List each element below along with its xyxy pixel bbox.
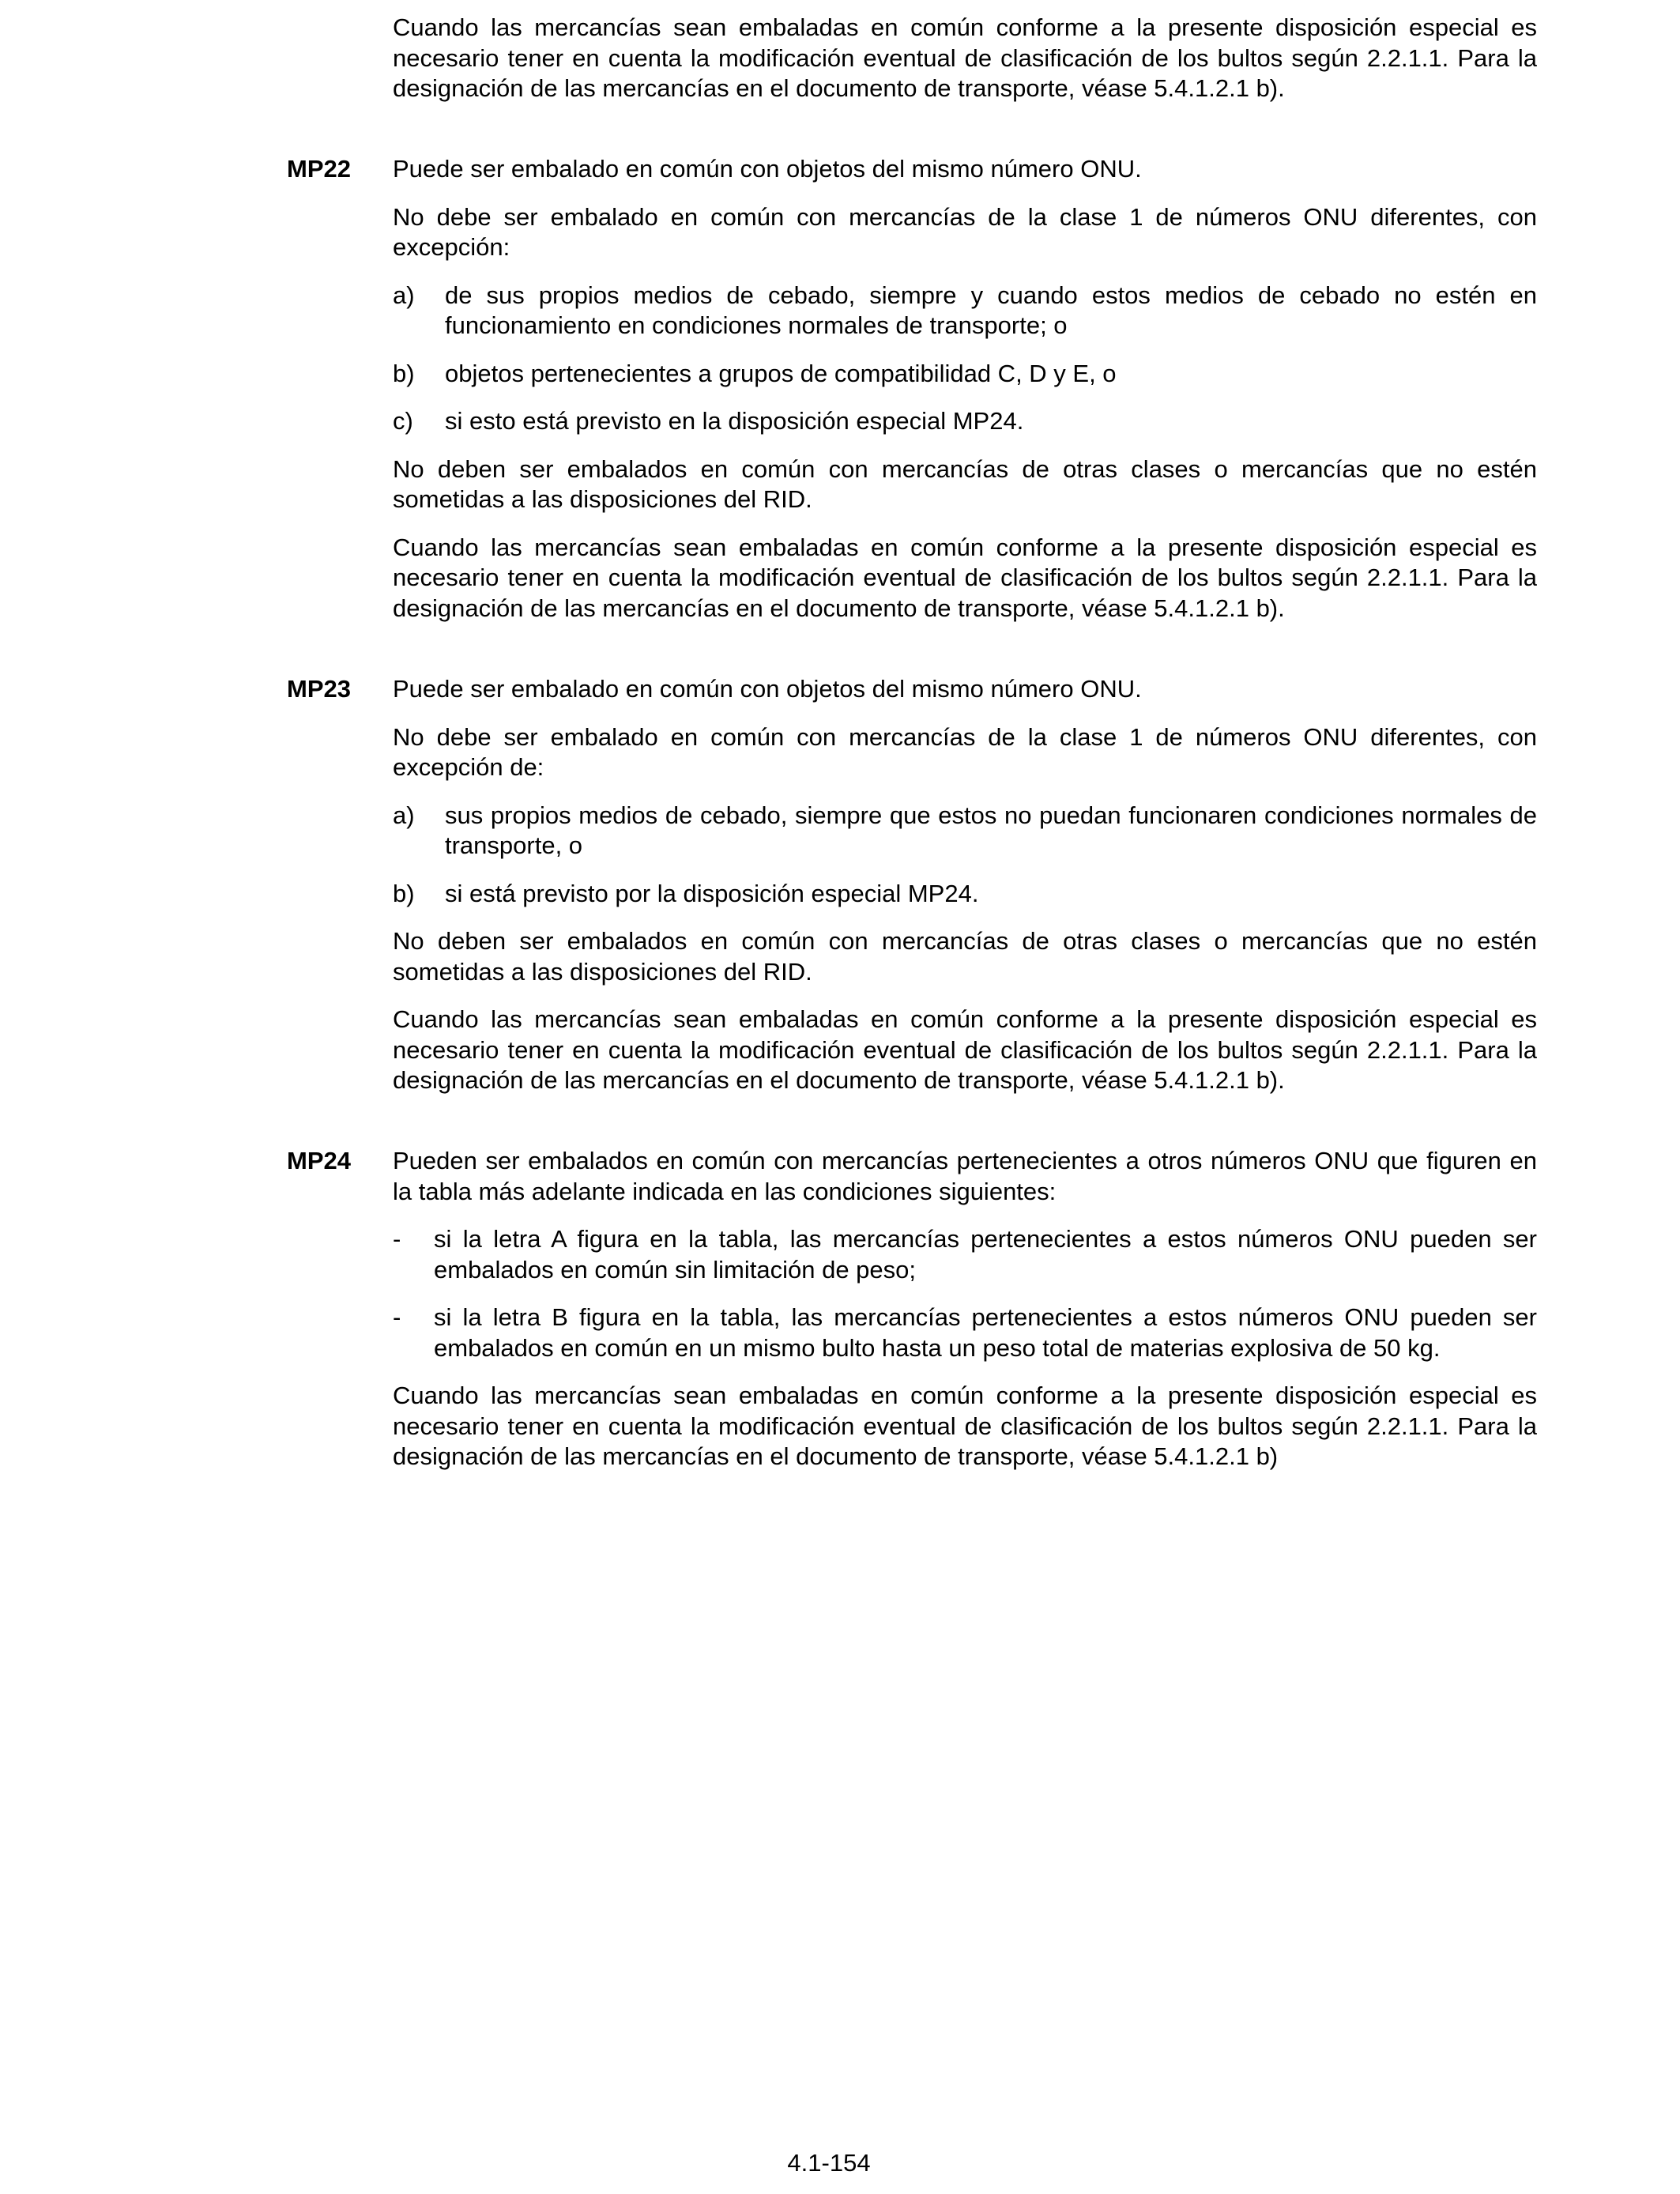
provision-code: MP24 (287, 1147, 351, 1174)
paragraph: Cuando las mercancías sean embaladas en común conforme a la presente disposición especial es necesario tener en cuenta la modificación eventual de clasificación de los bultos según 2.2.1.1. Para la designación de las mercancías en el documento de transporte, véase 5.4.1.2.1 b). (393, 533, 1537, 622)
list-item (393, 281, 1537, 341)
paragraph: Cuando las mercancías sean embaladas en común conforme a la presente disposición especial es necesario tener en cuenta la modificación eventual de clasificación de los bultos según 2.2.1.1. Para la designación de las mercancías en el documento de transporte, véase 5.4.1.2.1 b). (393, 1005, 1537, 1094)
list-marker: b) (393, 359, 415, 387)
paragraph: No debe ser embalado en común con mercancías de la clase 1 de números ONU diferentes, con excepción: (393, 202, 1537, 261)
provision-code: MP22 (287, 155, 351, 183)
list-item (393, 1302, 1537, 1363)
mp22-body (393, 154, 1537, 624)
paragraph: Puede ser embalado en común con objetos del mismo número ONU. (393, 675, 1142, 703)
list-item-text: de sus propios medios de cebado, siempre y cuando estos medios de cebado no estén en funcionamiento en condiciones normales de transporte; o (445, 281, 1537, 339)
list-marker: b) (393, 879, 415, 907)
list-item (393, 359, 1537, 390)
paragraph: No debe ser embalado en común con mercancías de la clase 1 de números ONU diferentes, con excepción de: (393, 722, 1537, 781)
paragraph: Cuando las mercancías sean embaladas en común conforme a la presente disposición especial es necesario tener en cuenta la modificación eventual de clasificación de los bultos según 2.2.1.1. Para la designación de las mercancías en el documento de transporte, véase 5.4.1.2.1 b). (393, 13, 1537, 102)
provision-code: MP23 (287, 675, 351, 703)
list-item (393, 879, 1537, 910)
list-item (393, 1224, 1537, 1285)
intro-body (393, 13, 1537, 104)
list-item-text: objetos pertenecientes a grupos de compatibilidad C, D y E, o (445, 359, 1117, 387)
list-item (393, 406, 1537, 437)
paragraph: No deben ser embalados en común con mercancías de otras clases o mercancías que no estén sometidas a las disposiciones del RID. (393, 927, 1537, 986)
mp24-body (393, 1146, 1537, 1472)
list-item-text: si está previsto por la disposición especial MP24. (445, 879, 979, 907)
page-number: 4.1-154 (787, 2149, 871, 2177)
list-item-text: si esto está previsto en la disposición especial MP24. (445, 407, 1024, 435)
list-marker: - (393, 1225, 401, 1253)
list-item-text: si la letra A figura en la tabla, las mercancías pertenecientes a estos números ONU pueden ser embalados en común sin limitación de peso; (434, 1225, 1537, 1284)
list-item (393, 801, 1537, 861)
paragraph: Cuando las mercancías sean embaladas en común conforme a la presente disposición especial es necesario tener en cuenta la modificación eventual de clasificación de los bultos según 2.2.1.1. Para la designación de las mercancías en el documento de transporte, véase 5.4.1.2.1 b) (393, 1382, 1537, 1470)
list-item-text: sus propios medios de cebado, siempre que estos no puedan funcionaren condiciones normales de transporte, o (445, 801, 1537, 859)
paragraph: No deben ser embalados en común con mercancías de otras clases o mercancías que no estén sometidas a las disposiciones del RID. (393, 454, 1537, 513)
list-marker: a) (393, 281, 415, 309)
list-marker: a) (393, 801, 415, 829)
list-item-text: si la letra B figura en la tabla, las mercancías pertenecientes a estos números ONU pueden ser embalados en común en un mismo bulto hasta un peso total de materias explosiva de 50 kg. (434, 1303, 1537, 1362)
paragraph: Puede ser embalado en común con objetos del mismo número ONU. (393, 155, 1142, 183)
list-marker: - (393, 1303, 401, 1331)
paragraph: Pueden ser embalados en común con mercancías pertenecientes a otros números ONU que figuren en la tabla más adelante indicada en las condiciones siguientes: (393, 1147, 1537, 1205)
list-marker: c) (393, 407, 413, 435)
mp23-body (393, 674, 1537, 1096)
